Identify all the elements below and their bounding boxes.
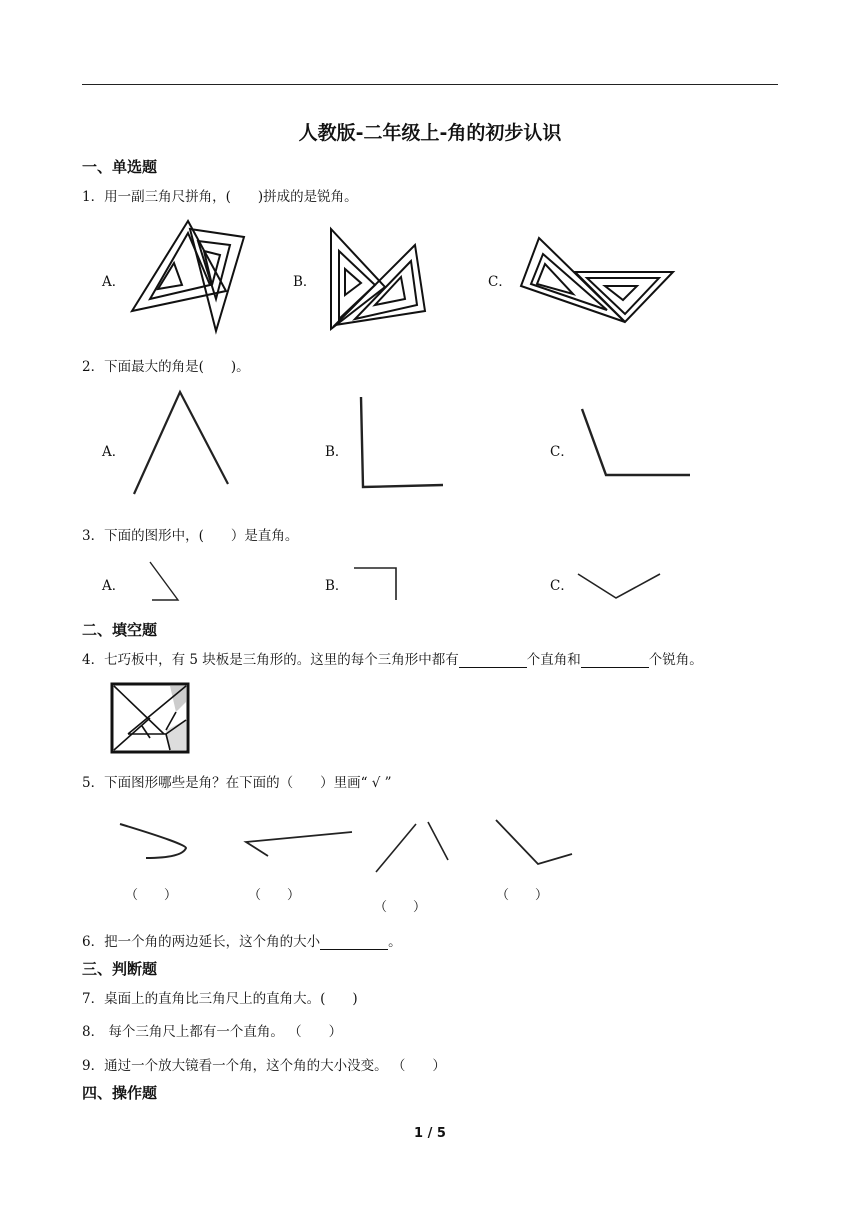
q2-option-c[interactable]: C．: [550, 444, 574, 460]
question-2: 2．下面最大的角是( )。: [82, 359, 250, 375]
question-9: 9．通过一个放大镜看一个角，这个角的大小没变。 （ ）: [82, 1058, 446, 1074]
page-number: 1 / 5: [414, 1126, 446, 1141]
q3-angle-c: [576, 570, 662, 602]
q3-option-b[interactable]: B．: [325, 578, 349, 594]
question-4: [82, 648, 703, 668]
q5-answer-1[interactable]: （ ）: [125, 888, 178, 903]
q4-text-2: 个直角和: [526, 652, 581, 668]
section-single-choice: 一、单选题: [82, 158, 158, 176]
q6-blank[interactable]: [320, 935, 388, 950]
q4-blank-acute-angles[interactable]: [581, 653, 649, 668]
question-6: [82, 930, 402, 950]
q2-angle-b: [355, 395, 447, 493]
q1-figure-a: [128, 215, 248, 337]
q4-text-1: 4．七巧板中，有 5 块板是三角形的。这里的每个三角形中都有: [82, 652, 459, 668]
question-3: 3．下面的图形中，( ）是直角。: [82, 528, 299, 544]
q5-answer-3[interactable]: （ ）: [374, 900, 427, 915]
q3-angle-b: [350, 564, 400, 602]
section-fill-blank: 二、填空题: [82, 621, 158, 639]
q5-figure-2: [242, 828, 356, 860]
q2-angle-c: [580, 405, 694, 483]
q6-text-2: 。: [388, 934, 402, 950]
question-8: 8． 每个三角尺上都有一个直角。 （ ）: [82, 1024, 343, 1040]
q3-option-c[interactable]: C．: [550, 578, 574, 594]
q5-figure-3: [372, 818, 452, 876]
q2-option-b[interactable]: B．: [325, 444, 349, 460]
q5-answer-4[interactable]: （ ）: [496, 888, 549, 903]
section-true-false: 三、判断题: [82, 960, 158, 978]
q6-text-1: 6．把一个角的两边延长，这个角的大小: [82, 934, 321, 950]
page-title: 人教版-二年级上-角的初步认识: [298, 122, 562, 144]
q5-figure-1: [116, 820, 192, 864]
question-5: 5．下面图形哪些是角？在下面的（ ）里画“ √ ”: [82, 775, 392, 791]
q3-angle-a: [144, 558, 184, 604]
q1-option-c[interactable]: C．: [488, 274, 512, 290]
tangram-figure: [110, 682, 190, 754]
section-operation: 四、操作题: [82, 1084, 158, 1102]
q3-option-a[interactable]: A．: [102, 578, 126, 594]
q2-angle-a: [128, 388, 232, 498]
question-1: 1．用一副三角尺拼角，( )拼成的是锐角。: [82, 189, 358, 205]
header-rule: [82, 84, 778, 85]
question-7: 7．桌面上的直角比三角尺上的直角大。( ): [82, 991, 358, 1007]
q2-option-a[interactable]: A．: [102, 444, 126, 460]
q5-figure-4: [492, 816, 576, 868]
q1-figure-c: [519, 234, 679, 326]
q5-answer-2[interactable]: （ ）: [248, 888, 301, 903]
q1-figure-b: [325, 225, 430, 333]
q1-option-b[interactable]: B．: [293, 274, 317, 290]
q1-option-a[interactable]: A．: [102, 274, 126, 290]
q4-blank-right-angles[interactable]: [459, 653, 527, 668]
q4-text-3: 个锐角。: [648, 652, 703, 668]
